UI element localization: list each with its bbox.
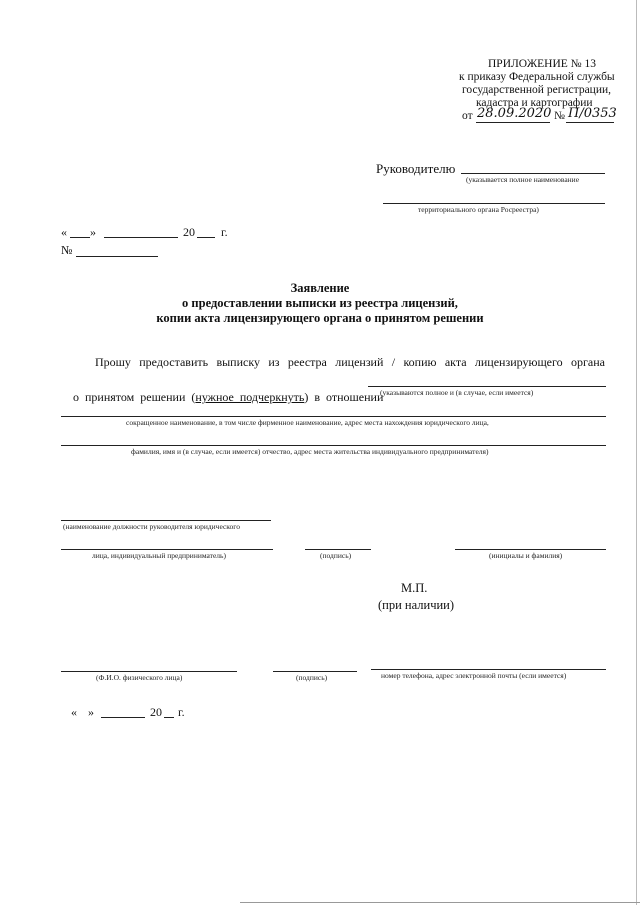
reg-year-line [197,237,215,238]
addressee-line-2 [383,203,605,204]
request-text-underlined: нужное подчеркнуть [195,390,305,404]
subject-line-1 [368,386,606,387]
request-text-line-2-start: о принятом решении ( [73,390,196,404]
request-text-line-1: Прошу предоставить выписку из реестра лицензий / копию акта лицензирующего органа [95,355,605,369]
appendix-service-name-2: кадастра и картографии [476,97,593,109]
doc-title: Заявление [290,281,350,295]
appendix-number-sign: № [554,110,565,122]
request-text-line-2-end: ) в отношении [304,390,384,404]
addressee-caption-2: территориального органа Росреестра) [418,205,539,214]
reg-number-line [76,256,158,257]
appendix-order-ref: к приказу Федеральной службы [459,71,615,83]
initials-caption: (инициалы и фамилия) [489,551,563,560]
signature-caption-1: (подпись) [320,551,352,560]
fio-line [61,671,237,672]
footer-year-suffix: г. [178,705,185,719]
signature-line-2 [273,671,357,672]
fio-caption: (Ф.И.О. физического лица) [96,673,183,682]
reg-day-line [70,237,90,238]
appendix-title: ПРИЛОЖЕНИЕ № 13 [488,58,597,70]
contacts-caption: номер телефона, адрес электронной почты (если имеется) [381,671,567,680]
footer-month-line [101,717,145,718]
reg-number-label: № [61,243,73,257]
signature-caption-2: (подпись) [296,673,328,682]
footer-date-open-quote: « [71,705,77,719]
reg-date-close-quote: » [90,225,96,239]
reg-month-line [104,237,178,238]
appendix-service-name: государственной регистрации, [462,84,612,96]
position-caption-1: (наименование должности руководителя юридического [63,522,240,531]
footer-year-prefix: 20 [150,705,162,719]
addressee-label: Руководителю [376,161,456,176]
position-line-2 [61,549,273,550]
appendix-date-prefix: от [462,110,473,122]
reg-year-prefix: 20 [183,225,195,239]
subject-caption-3: фамилия, имя и (в случае, если имеется) отчество, адрес места жительства индивидуального предпринимателя) [131,447,489,456]
footer-year-line [164,717,174,718]
stamp-note: (при наличии) [378,598,455,612]
request-text-line-2 [61,375,383,420]
contacts-line [371,669,606,670]
appendix-date-underline [476,122,550,123]
stamp-label: М.П. [401,581,428,595]
initials-line [455,549,606,550]
reg-year-suffix: г. [221,225,228,239]
subject-caption-1: (указываются полное и (в случае, если имеется) [380,388,534,397]
scan-edge-right [636,0,637,905]
signature-line-1 [305,549,371,550]
addressee-caption-1: (указывается полное наименование [466,175,580,184]
subject-caption-2: сокращенное наименование, в том числе фирменное наименование, адрес места нахождения юридического лица, [126,418,489,427]
addressee-line-1 [461,173,605,174]
subject-line-3 [61,445,606,446]
doc-title-line-3: копии акта лицензирующего органа о принятом решении [156,311,484,325]
position-caption-2: лица, индивидуальный предприниматель) [92,551,226,560]
subject-line-2 [61,416,606,417]
appendix-number-underline [566,122,614,123]
appendix-date-value: 28.09.2020 [477,106,552,121]
footer-date-close-quote: » [88,705,94,719]
position-line [61,520,271,521]
doc-title-line-2: о предоставлении выписки из реестра лицензий, [182,296,458,310]
scan-edge-bottom [240,902,640,903]
appendix-number-value: П/0353 [568,106,617,121]
reg-date-open-quote: « [61,225,67,239]
